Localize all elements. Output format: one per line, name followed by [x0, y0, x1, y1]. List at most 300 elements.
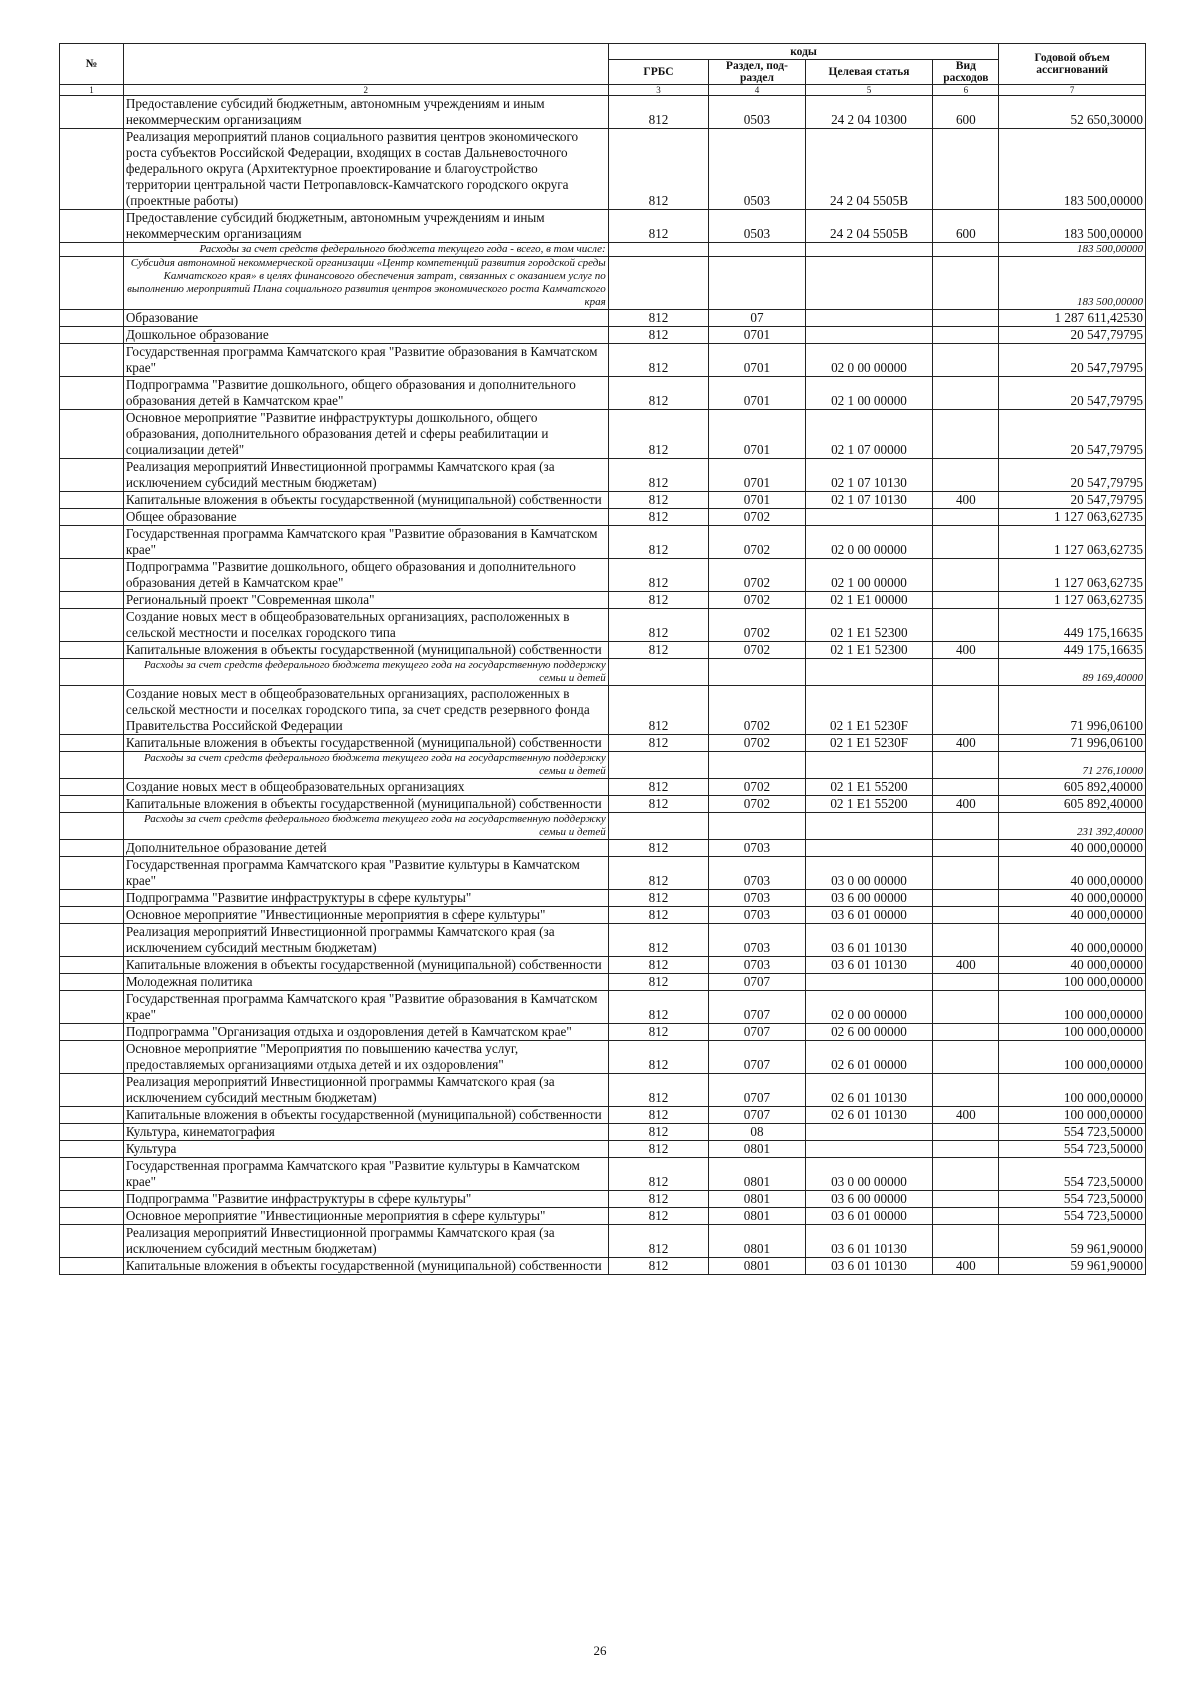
table-row — [60, 129, 1146, 210]
row-target-cell — [805, 509, 933, 526]
row-amount-cell: 40 000,00000 — [999, 840, 1146, 857]
row-section-cell: 0701 — [709, 492, 805, 509]
row-target-cell — [805, 752, 933, 779]
note-row — [60, 659, 1146, 686]
row-amount-cell: 40 000,00000 — [999, 907, 1146, 924]
row-target-cell: 03 0 00 00000 — [805, 1158, 933, 1191]
row-amount-cell: 231 392,40000 — [999, 813, 1146, 840]
row-target-cell — [805, 659, 933, 686]
col-index: 6 — [933, 85, 999, 96]
header-section: Раздел, под-раздел — [709, 60, 805, 85]
row-amount-cell: 1 127 063,62735 — [999, 559, 1146, 592]
table-row — [60, 1141, 1146, 1158]
row-number-cell — [60, 559, 124, 592]
row-grbs-cell: 812 — [608, 796, 709, 813]
row-target-cell: 03 6 01 10130 — [805, 957, 933, 974]
row-section-cell: 0801 — [709, 1225, 805, 1258]
row-amount-cell: 554 723,50000 — [999, 1124, 1146, 1141]
row-section-cell: 0702 — [709, 509, 805, 526]
row-amount-cell: 89 169,40000 — [999, 659, 1146, 686]
row-name-cell: Государственная программа Камчатского края "Развитие образования в Камчатском крае" — [123, 991, 608, 1024]
table-row — [60, 1107, 1146, 1124]
row-name-cell: Государственная программа Камчатского края "Развитие образования в Камчатском крае" — [123, 344, 608, 377]
row-target-cell: 02 6 00 00000 — [805, 1024, 933, 1041]
row-section-cell: 0702 — [709, 735, 805, 752]
row-section-cell: 08 — [709, 1124, 805, 1141]
row-target-cell: 02 1 00 00000 — [805, 559, 933, 592]
table-row — [60, 974, 1146, 991]
row-amount-cell: 554 723,50000 — [999, 1158, 1146, 1191]
table-row — [60, 735, 1146, 752]
row-section-cell: 0702 — [709, 592, 805, 609]
row-exp-type-cell: 400 — [933, 1107, 999, 1124]
row-number-cell — [60, 1124, 124, 1141]
table-row — [60, 410, 1146, 459]
row-target-cell: 03 6 01 10130 — [805, 1258, 933, 1275]
row-exp-type-cell — [933, 459, 999, 492]
row-section-cell: 0801 — [709, 1141, 805, 1158]
row-grbs-cell — [608, 659, 709, 686]
row-grbs-cell: 812 — [608, 210, 709, 243]
row-amount-cell: 71 996,06100 — [999, 735, 1146, 752]
row-exp-type-cell — [933, 1208, 999, 1225]
row-exp-type-cell — [933, 377, 999, 410]
row-grbs-cell: 812 — [608, 344, 709, 377]
table-row — [60, 96, 1146, 129]
row-number-cell — [60, 974, 124, 991]
row-amount-cell: 40 000,00000 — [999, 924, 1146, 957]
row-number-cell — [60, 907, 124, 924]
col-index: 5 — [805, 85, 933, 96]
row-grbs-cell: 812 — [608, 991, 709, 1024]
row-number-cell — [60, 1191, 124, 1208]
row-section-cell — [709, 243, 805, 257]
row-exp-type-cell — [933, 1158, 999, 1191]
row-name-cell: Реализация мероприятий Инвестиционной программы Камчатского края (за исключением субсидий местным бюджетам) — [123, 924, 608, 957]
row-amount-cell: 554 723,50000 — [999, 1141, 1146, 1158]
row-section-cell: 0702 — [709, 559, 805, 592]
row-name-cell: Подпрограмма "Развитие инфраструктуры в сфере культуры" — [123, 1191, 608, 1208]
row-grbs-cell — [608, 243, 709, 257]
row-grbs-cell — [608, 813, 709, 840]
row-grbs-cell: 812 — [608, 1074, 709, 1107]
row-target-cell — [805, 840, 933, 857]
row-name-cell: Дошкольное образование — [123, 327, 608, 344]
row-number-cell — [60, 257, 124, 310]
row-section-cell: 0703 — [709, 890, 805, 907]
row-name-cell: Основное мероприятие "Мероприятия по повышению качества услуг, предоставляемых организациями отдыха детей и их оздоровления" — [123, 1041, 608, 1074]
row-target-cell: 02 1 E1 52300 — [805, 642, 933, 659]
row-exp-type-cell — [933, 1074, 999, 1107]
row-section-cell: 0707 — [709, 1074, 805, 1107]
row-target-cell: 03 6 00 00000 — [805, 1191, 933, 1208]
row-name-cell: Подпрограмма "Развитие дошкольного, общего образования и дополнительного образования детей в Камчатском крае" — [123, 377, 608, 410]
row-target-cell — [805, 257, 933, 310]
row-amount-cell: 59 961,90000 — [999, 1225, 1146, 1258]
row-name-cell: Создание новых мест в общеобразовательных организациях — [123, 779, 608, 796]
row-name-cell: Субсидия автономной некоммерческой организации «Центр компетенций развития городской среды Камчатского края» в целях финансового обеспечения затрат, связанных с оказанием услуг по выполнению мероприятий Плана социального развития центров экономического роста Камчатского края — [123, 257, 608, 310]
row-grbs-cell: 812 — [608, 1191, 709, 1208]
row-name-cell: Дополнительное образование детей — [123, 840, 608, 857]
row-amount-cell: 183 500,00000 — [999, 257, 1146, 310]
row-name-cell: Региональный проект "Современная школа" — [123, 592, 608, 609]
row-number-cell — [60, 752, 124, 779]
row-grbs-cell: 812 — [608, 1041, 709, 1074]
row-grbs-cell: 812 — [608, 779, 709, 796]
row-name-cell: Общее образование — [123, 509, 608, 526]
row-amount-cell: 20 547,79795 — [999, 459, 1146, 492]
row-section-cell: 0801 — [709, 1191, 805, 1208]
row-target-cell: 02 1 E1 55200 — [805, 779, 933, 796]
col-index: 3 — [608, 85, 709, 96]
row-target-cell — [805, 243, 933, 257]
row-grbs-cell: 812 — [608, 642, 709, 659]
table-row — [60, 344, 1146, 377]
table-row — [60, 327, 1146, 344]
row-target-cell: 02 6 01 10130 — [805, 1074, 933, 1107]
table-row — [60, 559, 1146, 592]
row-exp-type-cell — [933, 129, 999, 210]
row-exp-type-cell — [933, 410, 999, 459]
table-row — [60, 1124, 1146, 1141]
row-amount-cell: 183 500,00000 — [999, 210, 1146, 243]
row-target-cell — [805, 310, 933, 327]
row-exp-type-cell — [933, 327, 999, 344]
row-name-cell: Реализация мероприятий Инвестиционной программы Камчатского края (за исключением субсидий местным бюджетам) — [123, 459, 608, 492]
row-target-cell: 02 1 07 00000 — [805, 410, 933, 459]
table-row — [60, 686, 1146, 735]
row-section-cell: 0701 — [709, 410, 805, 459]
row-target-cell: 02 1 E1 00000 — [805, 592, 933, 609]
row-amount-cell: 605 892,40000 — [999, 796, 1146, 813]
row-amount-cell: 20 547,79795 — [999, 344, 1146, 377]
row-exp-type-cell: 600 — [933, 210, 999, 243]
row-grbs-cell: 812 — [608, 974, 709, 991]
row-exp-type-cell — [933, 592, 999, 609]
row-grbs-cell: 812 — [608, 1208, 709, 1225]
row-target-cell: 02 1 E1 5230F — [805, 735, 933, 752]
row-name-cell: Капитальные вложения в объекты государственной (муниципальной) собственности — [123, 796, 608, 813]
table-row — [60, 609, 1146, 642]
row-exp-type-cell — [933, 779, 999, 796]
row-name-cell: Государственная программа Камчатского края "Развитие культуры в Камчатском крае" — [123, 857, 608, 890]
row-name-cell: Капитальные вложения в объекты государственной (муниципальной) собственности — [123, 492, 608, 509]
row-section-cell: 0701 — [709, 327, 805, 344]
row-exp-type-cell — [933, 344, 999, 377]
row-number-cell — [60, 1074, 124, 1107]
row-exp-type-cell — [933, 857, 999, 890]
row-target-cell: 02 0 00 00000 — [805, 526, 933, 559]
row-section-cell: 0702 — [709, 779, 805, 796]
row-amount-cell: 183 500,00000 — [999, 129, 1146, 210]
row-number-cell — [60, 1141, 124, 1158]
header-exp-type: Вид расходов — [933, 60, 999, 85]
row-grbs-cell: 812 — [608, 1141, 709, 1158]
row-grbs-cell: 812 — [608, 957, 709, 974]
row-name-cell: Молодежная политика — [123, 974, 608, 991]
row-exp-type-cell — [933, 1024, 999, 1041]
row-target-cell: 03 6 01 10130 — [805, 924, 933, 957]
row-name-cell: Культура — [123, 1141, 608, 1158]
row-section-cell: 0801 — [709, 1258, 805, 1275]
row-section-cell: 0702 — [709, 642, 805, 659]
row-grbs-cell: 812 — [608, 686, 709, 735]
row-grbs-cell: 812 — [608, 129, 709, 210]
table-row — [60, 1208, 1146, 1225]
row-target-cell: 24 2 04 5505В — [805, 129, 933, 210]
row-section-cell: 0503 — [709, 96, 805, 129]
row-exp-type-cell — [933, 1124, 999, 1141]
row-section-cell: 0703 — [709, 924, 805, 957]
row-number-cell — [60, 310, 124, 327]
header-grbs: ГРБС — [608, 60, 709, 85]
row-exp-type-cell: 400 — [933, 492, 999, 509]
row-amount-cell: 1 287 611,42530 — [999, 310, 1146, 327]
table-row — [60, 957, 1146, 974]
table-row — [60, 1191, 1146, 1208]
row-number-cell — [60, 1258, 124, 1275]
table-row — [60, 492, 1146, 509]
row-exp-type-cell — [933, 686, 999, 735]
row-name-cell: Капитальные вложения в объекты государственной (муниципальной) собственности — [123, 735, 608, 752]
row-name-cell: Реализация мероприятий Инвестиционной программы Камчатского края (за исключением субсидий местным бюджетам) — [123, 1074, 608, 1107]
row-grbs-cell: 812 — [608, 1124, 709, 1141]
row-exp-type-cell — [933, 974, 999, 991]
col-index: 4 — [709, 85, 805, 96]
row-amount-cell: 100 000,00000 — [999, 1041, 1146, 1074]
row-number-cell — [60, 526, 124, 559]
row-number-cell — [60, 1225, 124, 1258]
row-grbs-cell: 812 — [608, 310, 709, 327]
row-amount-cell: 1 127 063,62735 — [999, 592, 1146, 609]
row-section-cell: 0703 — [709, 840, 805, 857]
row-target-cell — [805, 813, 933, 840]
row-number-cell — [60, 1158, 124, 1191]
table-row — [60, 857, 1146, 890]
row-amount-cell: 20 547,79795 — [999, 492, 1146, 509]
row-name-cell: Капитальные вложения в объекты государственной (муниципальной) собственности — [123, 957, 608, 974]
col-index: 2 — [123, 85, 608, 96]
row-grbs-cell: 812 — [608, 592, 709, 609]
row-amount-cell: 20 547,79795 — [999, 377, 1146, 410]
row-number-cell — [60, 210, 124, 243]
row-amount-cell: 71 996,06100 — [999, 686, 1146, 735]
row-exp-type-cell — [933, 840, 999, 857]
row-section-cell: 0707 — [709, 1041, 805, 1074]
col-index: 1 — [60, 85, 124, 96]
row-number-cell — [60, 459, 124, 492]
row-number-cell — [60, 129, 124, 210]
page-number: 26 — [593, 1643, 607, 1658]
row-name-cell: Капитальные вложения в объекты государственной (муниципальной) собственности — [123, 1107, 608, 1124]
row-exp-type-cell: 600 — [933, 96, 999, 129]
row-name-cell: Создание новых мест в общеобразовательных организациях, расположенных в сельской местности и поселках городского типа — [123, 609, 608, 642]
note-row — [60, 257, 1146, 310]
row-name-cell: Основное мероприятие "Инвестиционные мероприятия в сфере культуры" — [123, 1208, 608, 1225]
row-number-cell — [60, 592, 124, 609]
row-name-cell: Основное мероприятие "Развитие инфраструктуры дошкольного, общего образования, дополнительного образования детей и сферы реабилитации и социализации детей" — [123, 410, 608, 459]
row-amount-cell: 20 547,79795 — [999, 327, 1146, 344]
table-row — [60, 1158, 1146, 1191]
row-section-cell: 0701 — [709, 377, 805, 410]
row-amount-cell: 554 723,50000 — [999, 1191, 1146, 1208]
row-amount-cell: 449 175,16635 — [999, 609, 1146, 642]
row-target-cell: 24 2 04 5505В — [805, 210, 933, 243]
row-amount-cell: 100 000,00000 — [999, 1074, 1146, 1107]
row-number-cell — [60, 492, 124, 509]
row-name-cell: Расходы за счет средств федерального бюджета текущего года на государственную поддержку семьи и детей — [123, 813, 608, 840]
row-exp-type-cell — [933, 752, 999, 779]
row-amount-cell: 40 000,00000 — [999, 890, 1146, 907]
budget-table — [59, 43, 1146, 1275]
row-number-cell — [60, 642, 124, 659]
row-number-cell — [60, 957, 124, 974]
row-exp-type-cell — [933, 559, 999, 592]
row-amount-cell: 605 892,40000 — [999, 779, 1146, 796]
row-grbs-cell: 812 — [608, 924, 709, 957]
row-name-cell: Основное мероприятие "Инвестиционные мероприятия в сфере культуры" — [123, 907, 608, 924]
table-row — [60, 592, 1146, 609]
row-section-cell: 0707 — [709, 974, 805, 991]
row-grbs-cell: 812 — [608, 857, 709, 890]
row-name-cell: Государственная программа Камчатского края "Развитие культуры в Камчатском крае" — [123, 1158, 608, 1191]
row-amount-cell: 449 175,16635 — [999, 642, 1146, 659]
row-grbs-cell: 812 — [608, 459, 709, 492]
row-number-cell — [60, 659, 124, 686]
row-exp-type-cell — [933, 1225, 999, 1258]
row-amount-cell: 59 961,90000 — [999, 1258, 1146, 1275]
row-number-cell — [60, 410, 124, 459]
row-name-cell: Реализация мероприятий планов социального развития центров экономического роста субъектов Российской Федерации, входящих в состав Дальневосточного федерального округа (Архитектурное проектирование и благоустройство территории центральной части Петропавловск-Камчатского городского округа (проектные работы) — [123, 129, 608, 210]
row-target-cell: 02 1 E1 5230F — [805, 686, 933, 735]
row-amount-cell: 100 000,00000 — [999, 1107, 1146, 1124]
row-amount-cell: 52 650,30000 — [999, 96, 1146, 129]
row-exp-type-cell: 400 — [933, 957, 999, 974]
row-number-cell — [60, 243, 124, 257]
row-exp-type-cell — [933, 609, 999, 642]
row-exp-type-cell — [933, 1141, 999, 1158]
row-name-cell: Капитальные вложения в объекты государственной (муниципальной) собственности — [123, 1258, 608, 1275]
table-row — [60, 210, 1146, 243]
row-section-cell — [709, 659, 805, 686]
row-section-cell: 0707 — [709, 991, 805, 1024]
row-target-cell: 02 1 07 10130 — [805, 492, 933, 509]
row-grbs-cell: 812 — [608, 492, 709, 509]
row-target-cell: 02 6 01 00000 — [805, 1041, 933, 1074]
row-section-cell: 0702 — [709, 609, 805, 642]
row-section-cell: 0701 — [709, 459, 805, 492]
table-row — [60, 526, 1146, 559]
row-section-cell: 0702 — [709, 526, 805, 559]
row-amount-cell: 40 000,00000 — [999, 957, 1146, 974]
row-exp-type-cell — [933, 526, 999, 559]
row-exp-type-cell — [933, 813, 999, 840]
row-number-cell — [60, 735, 124, 752]
row-section-cell: 0707 — [709, 1024, 805, 1041]
row-number-cell — [60, 1208, 124, 1225]
row-section-cell: 0801 — [709, 1208, 805, 1225]
row-grbs-cell: 812 — [608, 410, 709, 459]
row-number-cell — [60, 1024, 124, 1041]
row-exp-type-cell — [933, 924, 999, 957]
row-name-cell: Капитальные вложения в объекты государственной (муниципальной) собственности — [123, 642, 608, 659]
row-target-cell: 02 1 E1 52300 — [805, 609, 933, 642]
table-body — [60, 96, 1146, 1275]
table-row — [60, 377, 1146, 410]
row-name-cell: Расходы за счет средств федерального бюджета текущего года - всего, в том числе: — [123, 243, 608, 257]
row-number-cell — [60, 796, 124, 813]
row-name-cell: Расходы за счет средств федерального бюджета текущего года на государственную поддержку семьи и детей — [123, 659, 608, 686]
row-grbs-cell: 812 — [608, 907, 709, 924]
header-codes: коды — [608, 44, 999, 60]
row-exp-type-cell: 400 — [933, 642, 999, 659]
row-grbs-cell: 812 — [608, 1225, 709, 1258]
row-grbs-cell: 812 — [608, 96, 709, 129]
table-row — [60, 991, 1146, 1024]
table-row — [60, 840, 1146, 857]
row-section-cell: 0703 — [709, 957, 805, 974]
row-exp-type-cell — [933, 991, 999, 1024]
row-section-cell: 07 — [709, 310, 805, 327]
row-exp-type-cell: 400 — [933, 796, 999, 813]
row-exp-type-cell — [933, 310, 999, 327]
row-amount-cell: 71 276,10000 — [999, 752, 1146, 779]
note-row — [60, 752, 1146, 779]
row-number-cell — [60, 813, 124, 840]
row-section-cell: 0701 — [709, 344, 805, 377]
row-exp-type-cell — [933, 1191, 999, 1208]
row-grbs-cell — [608, 257, 709, 310]
row-section-cell: 0702 — [709, 686, 805, 735]
col-index: 7 — [999, 85, 1146, 96]
row-amount-cell: 1 127 063,62735 — [999, 509, 1146, 526]
row-number-cell — [60, 609, 124, 642]
table-row — [60, 310, 1146, 327]
row-number-cell — [60, 344, 124, 377]
row-name-cell: Создание новых мест в общеобразовательных организациях, расположенных в сельской местности и поселках городского типа, за счет средств резервного фонда Правительства Российской Федерации — [123, 686, 608, 735]
row-target-cell: 03 0 00 00000 — [805, 857, 933, 890]
row-name-cell: Расходы за счет средств федерального бюджета текущего года на государственную поддержку семьи и детей — [123, 752, 608, 779]
row-target-cell: 02 1 00 00000 — [805, 377, 933, 410]
row-section-cell — [709, 257, 805, 310]
table-row — [60, 509, 1146, 526]
row-name-cell: Предоставление субсидий бюджетным, автономным учреждениям и иным некоммерческим организациям — [123, 210, 608, 243]
row-target-cell — [805, 1141, 933, 1158]
row-section-cell: 0702 — [709, 796, 805, 813]
row-grbs-cell: 812 — [608, 1024, 709, 1041]
row-amount-cell: 100 000,00000 — [999, 1024, 1146, 1041]
row-section-cell: 0707 — [709, 1107, 805, 1124]
row-number-cell — [60, 509, 124, 526]
row-exp-type-cell: 400 — [933, 1258, 999, 1275]
table-row — [60, 890, 1146, 907]
row-target-cell: 02 0 00 00000 — [805, 991, 933, 1024]
row-name-cell: Подпрограмма "Организация отдыха и оздоровления детей в Камчатском крае" — [123, 1024, 608, 1041]
row-name-cell: Государственная программа Камчатского края "Развитие образования в Камчатском крае" — [123, 526, 608, 559]
row-amount-cell: 100 000,00000 — [999, 991, 1146, 1024]
row-grbs-cell: 812 — [608, 735, 709, 752]
row-section-cell: 0703 — [709, 857, 805, 890]
row-target-cell: 03 6 01 00000 — [805, 907, 933, 924]
row-section-cell: 0503 — [709, 210, 805, 243]
row-number-cell — [60, 840, 124, 857]
row-grbs-cell: 812 — [608, 509, 709, 526]
row-section-cell — [709, 813, 805, 840]
row-target-cell — [805, 1124, 933, 1141]
row-number-cell — [60, 1041, 124, 1074]
table-row — [60, 907, 1146, 924]
table-row — [60, 459, 1146, 492]
